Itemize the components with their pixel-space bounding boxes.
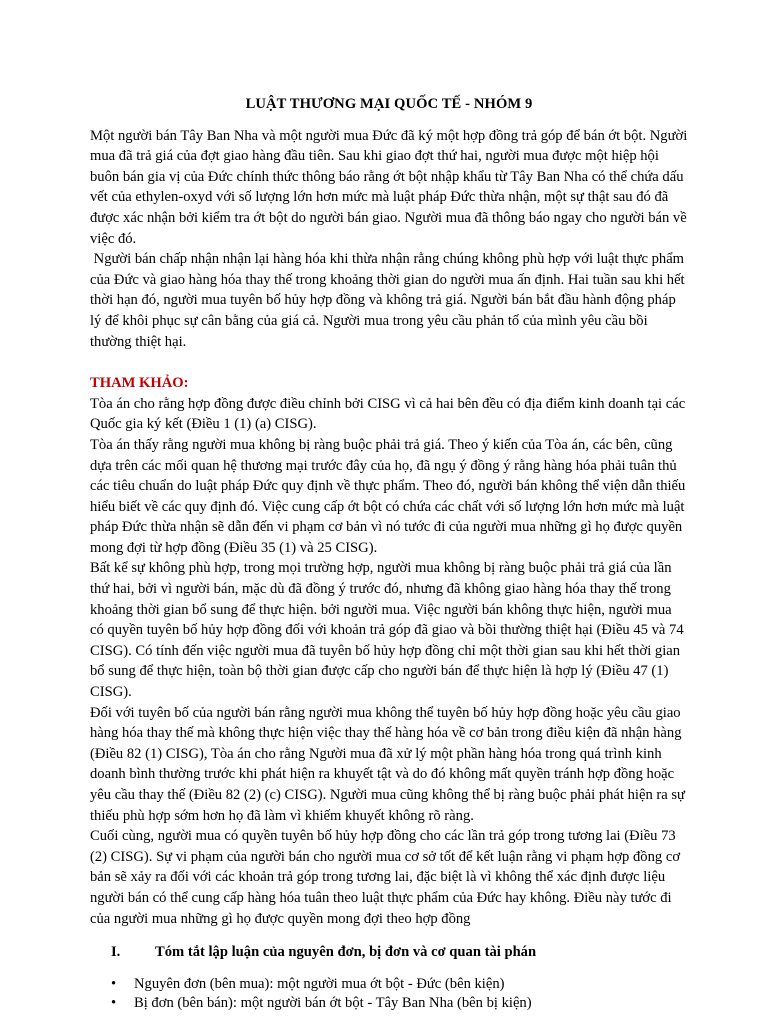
bullet-icon: •: [111, 995, 117, 1012]
reference-paragraph-2: Tòa án thấy rằng người mua không bị ràng buộc phải trả giá. Theo ý kiến của Tòa án, các bên, cũng dựa trên các mối quan hệ thương mại trước đây của họ, đã ngụ ý đồng ý rằng hàng hóa phải tuân thủ các tiêu chuẩn do luật pháp Đức quy định về thực phẩm. Theo đó, người bán không thể viện dẫn thiếu hiểu biết về các quy định đó. Việc cung cấp ớt bột có chứa các chất với số lượng lớn hơn mức mà luật pháp Đức thừa nhận sẽ dẫn đến vi phạm cơ bản vì nó tước đi của người mua những gì họ được quyền mong đợi từ hợp đồng (Điều 35 (1) và 25 CISG).: [90, 436, 686, 556]
document-page: [90, 94, 688, 1014]
reference-paragraph-4: Đối với tuyên bố của người bán rằng người mua không thể tuyên bố hủy hợp đồng hoặc yêu cầu giao hàng hóa thay thế mà không thực hiện việc thay thế hàng hóa về cơ bản trong điều kiện đã nhận hàng (Điều 82 (1) CISG), Tòa án cho rằng Người mua đã xử lý một phần hàng hóa trong quá trình kinh doanh bình thường trước khi phát hiện ra khuyết tật và do đó không mất quyền tránh hợp đồng hoặc yêu cầu thay thế (Điều 82 (2) (c) CISG). Người mua cũng không thể bị ràng buộc phải phát hiện ra sự thiếu phù hợp sớm hơn họ đã làm vì khiếm khuyết không rõ ràng.: [90, 704, 685, 824]
intro-paragraph-2: Người bán chấp nhận nhận lại hàng hóa khi thừa nhận rằng chúng không phù hợp với luật thực phẩm của Đức và giao hàng hóa thay thế trong khoảng thời gian do người mua ấn định. Hai tuần sau khi hết thời hạn đó, người mua tuyên bố hủy hợp đồng và không trả giá. Người bán bắt đầu hành động pháp lý để khôi phục sự cân bằng của giá cả. Người mua trong yêu cầu phản tố của mình yêu cầu bồi thường thiệt hại.: [90, 251, 689, 350]
bullet-icon: •: [111, 975, 117, 992]
party-list: [90, 975, 688, 1014]
list-item: [90, 975, 688, 995]
section-heading: [90, 942, 688, 963]
list-item-text: Nguyên đơn (bên mua): một người mua ớt bột - Đức (bên kiện): [134, 975, 505, 992]
reference-heading: THAM KHẢO:: [90, 375, 189, 392]
reference-paragraph-5: Cuối cùng, người mua có quyền tuyên bố hủy hợp đồng cho các lần trả góp trong tương lai (Điều 73 (2) CISG). Sự vi phạm của người bán cho người mua cơ sở tốt để kết luận rằng vi phạm hợp đồng cơ bản sẽ xảy ra đối với các khoản trả góp trong tương lai, đặc biệt là vì không thể xác định được liệu người bán có thể cung cấp hàng hóa tuân theo luật thực phẩm của Đức hay không. Điều này tước đi của người mua những gì họ được quyền mong đợi theo hợp đồng: [90, 828, 681, 927]
intro-paragraph-1: Một người bán Tây Ban Nha và một người mua Đức đã ký một hợp đồng trả góp để bán ớt bột. Người mua đã trả giá của đợt giao hàng đầu tiên. Sau khi giao đợt thứ hai, người mua được một hiệp hội buôn bán gia vị của Đức chính thức thông báo rằng ớt bột nhập khẩu từ Tây Ban Nha có thể chứa dấu vết của ethylen-oxyd với số lượng lớn hơn mức mà luật pháp Đức thừa nhận, một sự thật sau đó đã được xác nhận bởi kiểm tra ớt bột do người bán giao. Người mua đã thông báo ngay cho người bán về việc đó.: [90, 127, 688, 247]
document-title: LUẬT THƯƠNG MẠI QUỐC TẾ - NHÓM 9: [245, 96, 533, 112]
paragraph-spacer: [90, 352, 688, 373]
section-number: I.: [111, 944, 121, 961]
reference-paragraph-1: Tòa án cho rằng hợp đồng được điều chỉnh bởi CISG vì cả hai bên đều có địa điểm kinh doanh tại các Quốc gia ký kết (Điều 1 (1) (a) CISG).: [90, 395, 686, 433]
section-title: Tóm tắt lập luận của nguyên đơn, bị đơn và cơ quan tài phán: [155, 944, 537, 961]
list-item-text: Bị đơn (bên bán): một người bán ớt bột - Tây Ban Nha (bên bị kiện): [134, 995, 532, 1012]
reference-paragraph-3: Bất kể sự không phù hợp, trong mọi trường hợp, người mua không bị ràng buộc phải trả giá của lần thứ hai, bởi vì người bán, mặc dù đã đồng ý trước đó, nhưng đã không giao hàng hóa thay thế trong khoảng thời gian bổ sung để thực hiện. bởi người mua. Việc người bán không thực hiện, người mua có quyền tuyên bố hủy hợp đồng đối với khoản trả góp đã giao và bồi thường thiệt hại (Điều 45 và 74 CISG). Có tính đến việc người mua đã tuyên bố hủy hợp đồng chỉ một thời gian sau khi hết thời gian bổ sung để thực hiện, toàn bộ thời gian được cấp cho người bán để thực hiện là hợp lý (Điều 47 (1) CISG).: [90, 560, 684, 701]
list-item: [90, 994, 688, 1014]
